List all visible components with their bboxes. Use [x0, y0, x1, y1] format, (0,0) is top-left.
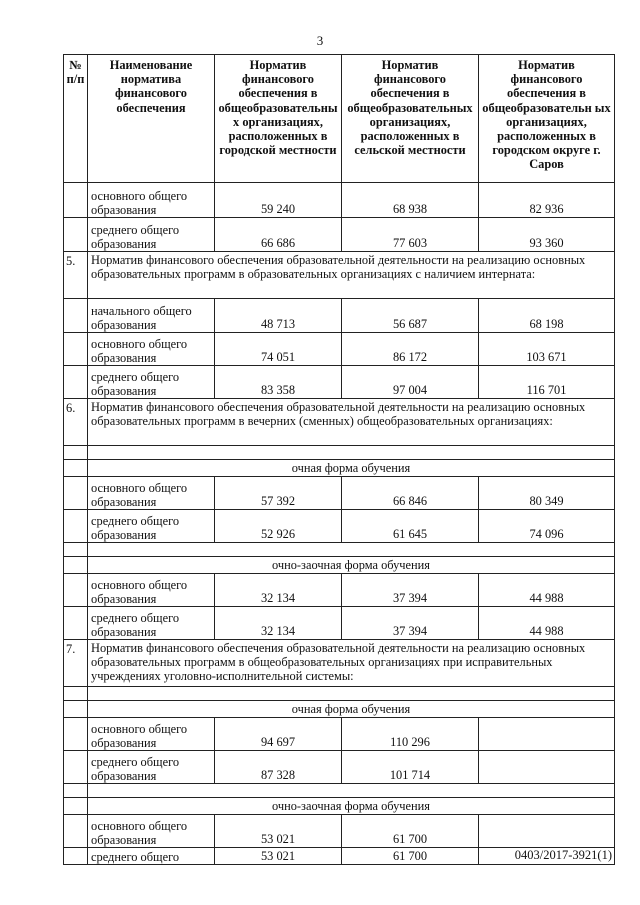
section-number: 7.	[64, 640, 88, 687]
table-row	[64, 510, 615, 543]
row-name: начального общего образования	[88, 299, 215, 333]
row-city: 87 328	[215, 751, 342, 784]
row-sarov: 44 988	[479, 574, 615, 607]
spacer-row	[64, 784, 615, 798]
row-sarov: 80 349	[479, 477, 615, 510]
row-rural: 61 700	[342, 848, 479, 865]
row-name: основного общего образования	[88, 477, 215, 510]
row-rural: 97 004	[342, 366, 479, 399]
row-rural: 61 700	[342, 815, 479, 848]
row-rural: 37 394	[342, 574, 479, 607]
row-city: 48 713	[215, 299, 342, 333]
row-rural: 37 394	[342, 607, 479, 640]
spacer-row	[64, 446, 615, 460]
row-name: среднего общего образования	[88, 218, 215, 252]
section-title: Норматив финансового обеспечения образовательной деятельности на реализацию основных образовательных программ в общеобразовательных организациях при исправительных учреждениях уголовно-исполнительной системы:	[88, 640, 615, 687]
header-name: Наименование норматива финансового обеспечения	[88, 55, 215, 183]
table-header-row	[64, 55, 615, 183]
row-sarov: 103 671	[479, 333, 615, 366]
table-row	[64, 477, 615, 510]
table-row	[64, 183, 615, 218]
header-city: Норматив финансового обеспечения в общеобразовательны х организациях, расположенных в городской местности	[215, 55, 342, 183]
table-row	[64, 815, 615, 848]
document-code: 0403/2017-3921(1)	[514, 848, 612, 862]
spacer-row	[64, 543, 615, 557]
page-number: 3	[316, 33, 324, 48]
row-rural: 56 687	[342, 299, 479, 333]
section-number: 5.	[64, 252, 88, 299]
row-sarov	[479, 751, 615, 784]
row-name: основного общего образования	[88, 333, 215, 366]
subsection-title: очная форма обучения	[88, 460, 615, 477]
header-num: № п/п	[64, 55, 88, 183]
subsection-title: очно-заочная форма обучения	[88, 798, 615, 815]
row-name: основного общего образования	[88, 574, 215, 607]
subsection-row	[64, 460, 615, 477]
row-city: 53 021	[215, 848, 342, 865]
header-sarov: Норматив финансового обеспечения в общеобразовательн ых организациях, расположенных в городском округе г. Саров	[479, 55, 615, 183]
table-row	[64, 333, 615, 366]
row-name: среднего общего образования	[88, 607, 215, 640]
section-title: Норматив финансового обеспечения образовательной деятельности на реализацию основных образовательных программ в образовательных организациях с наличием интерната:	[88, 252, 615, 299]
row-rural: 68 938	[342, 183, 479, 218]
row-sarov	[479, 815, 615, 848]
row-city: 94 697	[215, 718, 342, 751]
row-city: 32 134	[215, 574, 342, 607]
row-rural: 77 603	[342, 218, 479, 252]
row-city: 52 926	[215, 510, 342, 543]
spacer-row	[64, 687, 615, 701]
table-row	[64, 607, 615, 640]
subsection-title: очно-заочная форма обучения	[88, 557, 615, 574]
row-rural: 66 846	[342, 477, 479, 510]
section-row	[64, 640, 615, 687]
row-city: 66 686	[215, 218, 342, 252]
row-rural: 61 645	[342, 510, 479, 543]
row-rural: 101 714	[342, 751, 479, 784]
row-sarov: 93 360	[479, 218, 615, 252]
row-rural: 86 172	[342, 333, 479, 366]
subsection-row	[64, 557, 615, 574]
row-city: 83 358	[215, 366, 342, 399]
row-rural: 110 296	[342, 718, 479, 751]
row-sarov: 68 198	[479, 299, 615, 333]
row-sarov: 82 936	[479, 183, 615, 218]
normatives-table	[63, 54, 615, 865]
row-city: 32 134	[215, 607, 342, 640]
row-sarov	[479, 718, 615, 751]
row-name: среднего общего	[88, 848, 215, 865]
section-row	[64, 252, 615, 299]
row-name: основного общего образования	[88, 718, 215, 751]
table-row	[64, 218, 615, 252]
table-row	[64, 718, 615, 751]
header-rural: Норматив финансового обеспечения в общеобразовательных организациях, расположенных в сельской местности	[342, 55, 479, 183]
row-city: 53 021	[215, 815, 342, 848]
row-name: среднего общего образования	[88, 510, 215, 543]
row-city: 59 240	[215, 183, 342, 218]
row-city: 74 051	[215, 333, 342, 366]
section-row	[64, 399, 615, 446]
row-name: основного общего образования	[88, 815, 215, 848]
row-city: 57 392	[215, 477, 342, 510]
table-row	[64, 751, 615, 784]
row-name: среднего общего образования	[88, 366, 215, 399]
subsection-row	[64, 701, 615, 718]
section-number: 6.	[64, 399, 88, 446]
row-name: основного общего образования	[88, 183, 215, 218]
subsection-row	[64, 798, 615, 815]
row-name: среднего общего образования	[88, 751, 215, 784]
table-row	[64, 574, 615, 607]
table-row	[64, 299, 615, 333]
subsection-title: очная форма обучения	[88, 701, 615, 718]
row-sarov: 74 096	[479, 510, 615, 543]
section-title: Норматив финансового обеспечения образовательной деятельности на реализацию основных образовательных программ в вечерних (сменных) общеобразовательных организациях:	[88, 399, 615, 446]
row-sarov: 116 701	[479, 366, 615, 399]
table-row	[64, 366, 615, 399]
row-sarov: 44 988	[479, 607, 615, 640]
